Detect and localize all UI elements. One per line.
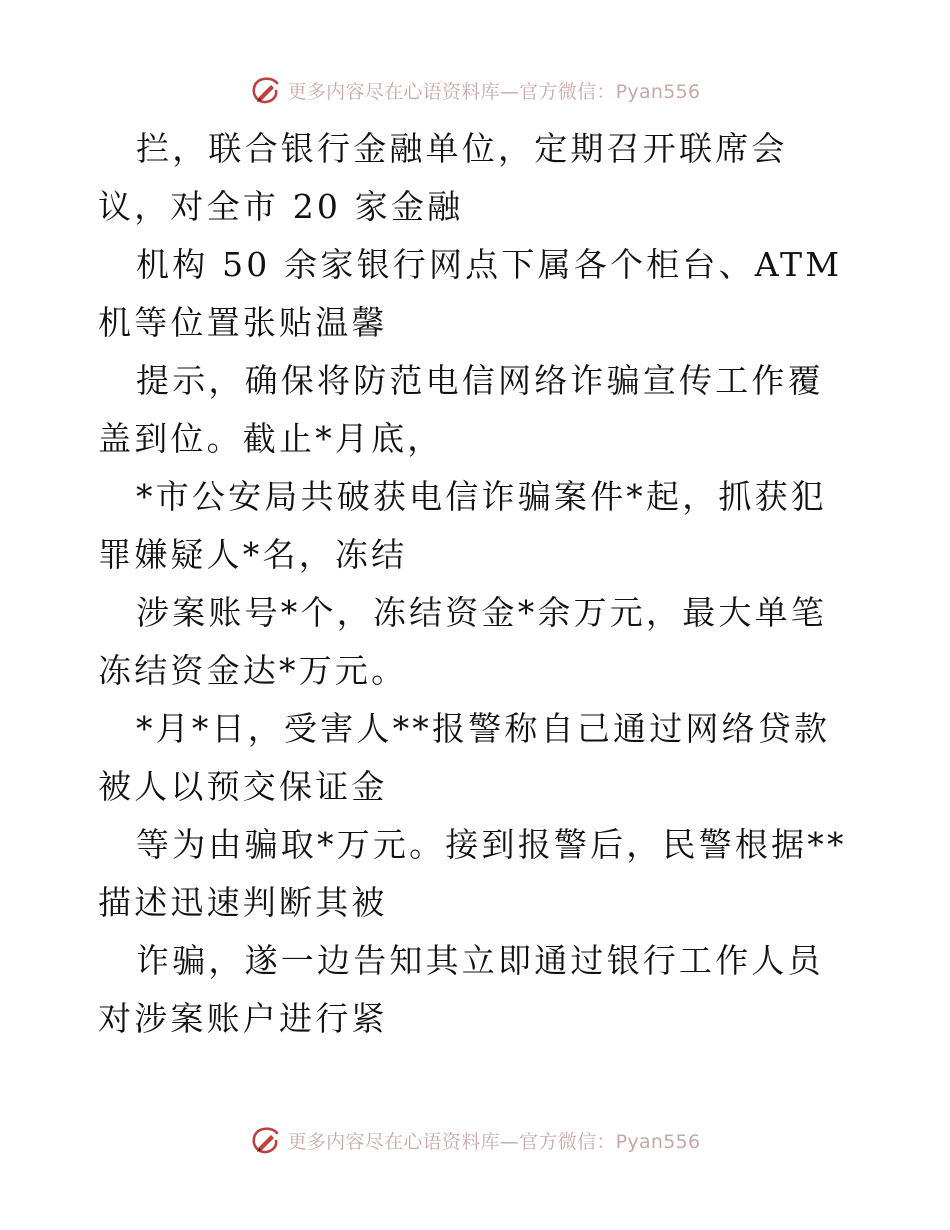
footer-watermark-banner (0, 1120, 950, 1160)
paragraph: 提示，确保将防范电信网络诈骗宣传工作覆盖到位。截止*月底， (98, 361, 824, 458)
paragraph: *月*日，受害人**报警称自己通过网络贷款被人以预交保证金 (98, 709, 831, 806)
footer-watermark-text: 更多内容尽在心语资料库—官方微信：Pyan556 (287, 1130, 701, 1153)
header-watermark-text: 更多内容尽在心语资料库—官方微信：Pyan556 (287, 80, 701, 103)
paragraph: 拦，联合银行金融单位，定期召开联席会议，对全市 20 家金融 (98, 129, 788, 226)
document-body (98, 120, 858, 1048)
paragraph: *市公安局共破获电信诈骗案件*起，抓获犯罪嫌疑人*名，冻结 (98, 477, 827, 574)
paragraph: 等为由骗取*万元。接到报警后，民警根据**描述迅速判断其被 (98, 825, 847, 922)
pen-swirl-logo-icon (250, 1124, 282, 1156)
pen-swirl-logo-icon (250, 74, 282, 106)
header-watermark-banner (0, 70, 950, 110)
paragraph: 机构 50 余家银行网点下属各个柜台、ATM 机等位置张贴温馨 (98, 245, 843, 342)
paragraph: 涉案账号*个，冻结资金*余万元，最大单笔冻结资金达*万元。 (98, 593, 827, 690)
paragraph: 诈骗，遂一边告知其立即通过银行工作人员对涉案账户进行紧 (98, 941, 824, 1038)
